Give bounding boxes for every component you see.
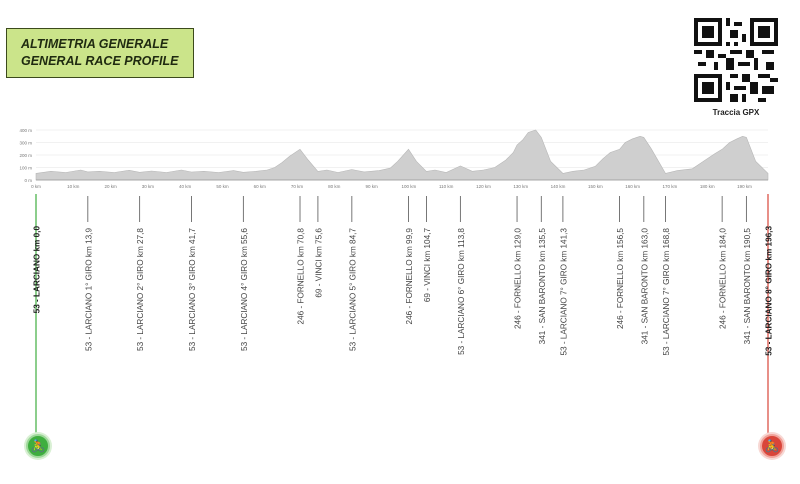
y-tick-label: 400 m (19, 128, 32, 133)
waypoint-label: 53 - LARCIANO 5° GIRO km 84,7 (348, 228, 358, 351)
x-tick-label: 130 km (513, 184, 529, 189)
waypoint-label: 246 - FORNELLO km 99,9 (405, 228, 415, 325)
waypoint-label: 341 - SAN BARONTO km 163,0 (640, 228, 650, 345)
waypoint-label: 53 - LARCIANO 7° GIRO km 141,3 (559, 228, 569, 356)
x-tick-label: 30 km (141, 184, 155, 189)
cyclist-finish-icon: 🚴 (760, 434, 784, 458)
title-line-1: ALTIMETRIA GENERALE (21, 37, 169, 51)
x-tick-label: 40 km (179, 184, 192, 189)
y-tick-label: 300 m (19, 140, 32, 146)
x-tick-label: 20 km (104, 184, 117, 189)
waypoint-label: 53 - LARCIANO km 0,0 (32, 226, 42, 314)
waypoint-label: 69 - VINCI km 75,6 (314, 228, 324, 298)
waypoint-label: 53 - LARCIANO 4° GIRO km 55,6 (239, 228, 249, 351)
x-tick-label: 110 km (438, 184, 454, 189)
y-tick-label: 200 m (19, 153, 32, 158)
waypoint-label: 341 - SAN BARONTO km 190,5 (742, 228, 752, 345)
waypoint-label: 53 - LARCIANO 7° GIRO km 168,8 (661, 228, 671, 356)
x-tick-label: 90 km (365, 184, 378, 189)
waypoint-label: 53 - LARCIANO 6° GIRO km 113,8 (456, 228, 466, 355)
waypoint-label: 53 - LARCIANO 3° GIRO km 41,7 (187, 227, 197, 351)
title-line-2: GENERAL RACE PROFILE (21, 54, 179, 68)
waypoint-label: 246 - FORNELLO km 184,0 (718, 228, 728, 330)
qr-label: Traccia GPX (712, 108, 760, 117)
waypoint-label: 246 - FORNELLO km 156,5 (616, 228, 626, 330)
x-tick-label: 10 km (67, 184, 80, 189)
x-tick-label: 80 km (328, 184, 341, 189)
waypoint-label: 341 - SAN BARONTO km 135,5 (537, 228, 547, 345)
x-tick-label: 150 km (587, 184, 603, 189)
waypoint-label: 246 - FORNELLO km 70,8 (296, 228, 306, 325)
y-tick-label: 100 m (19, 165, 32, 171)
x-tick-label: 50 km (216, 184, 229, 189)
x-tick-label: 0 km (31, 184, 41, 189)
x-tick-label: 70 km (290, 184, 304, 189)
waypoint-label: 53 - LARCIANO 2° GIRO km 27,8 (136, 228, 146, 351)
x-tick-label: 160 km (625, 184, 641, 189)
x-tick-label: 180 km (699, 184, 715, 189)
x-tick-label: 120 km (476, 184, 491, 189)
waypoint-label: 69 - VINCI km 104,7 (422, 228, 432, 303)
waypoint-label: 246 - FORNELLO km 129,0 (513, 228, 523, 330)
x-tick-label: 140 km (550, 184, 566, 189)
x-tick-label: 60 km (253, 184, 266, 189)
y-tick-label: 0 m (24, 178, 32, 183)
x-tick-label: 190 km (737, 184, 752, 189)
cyclist-start-icon: 🚴 (26, 434, 50, 458)
x-tick-label: 100 km (401, 184, 417, 189)
waypoint-label: 53 - LARCIANO 1° GIRO km 13,9 (84, 228, 94, 351)
x-tick-label: 170 km (662, 184, 678, 189)
waypoint-label: 53 - LARCIANO 8° GIRO km 196,3 (764, 226, 774, 356)
